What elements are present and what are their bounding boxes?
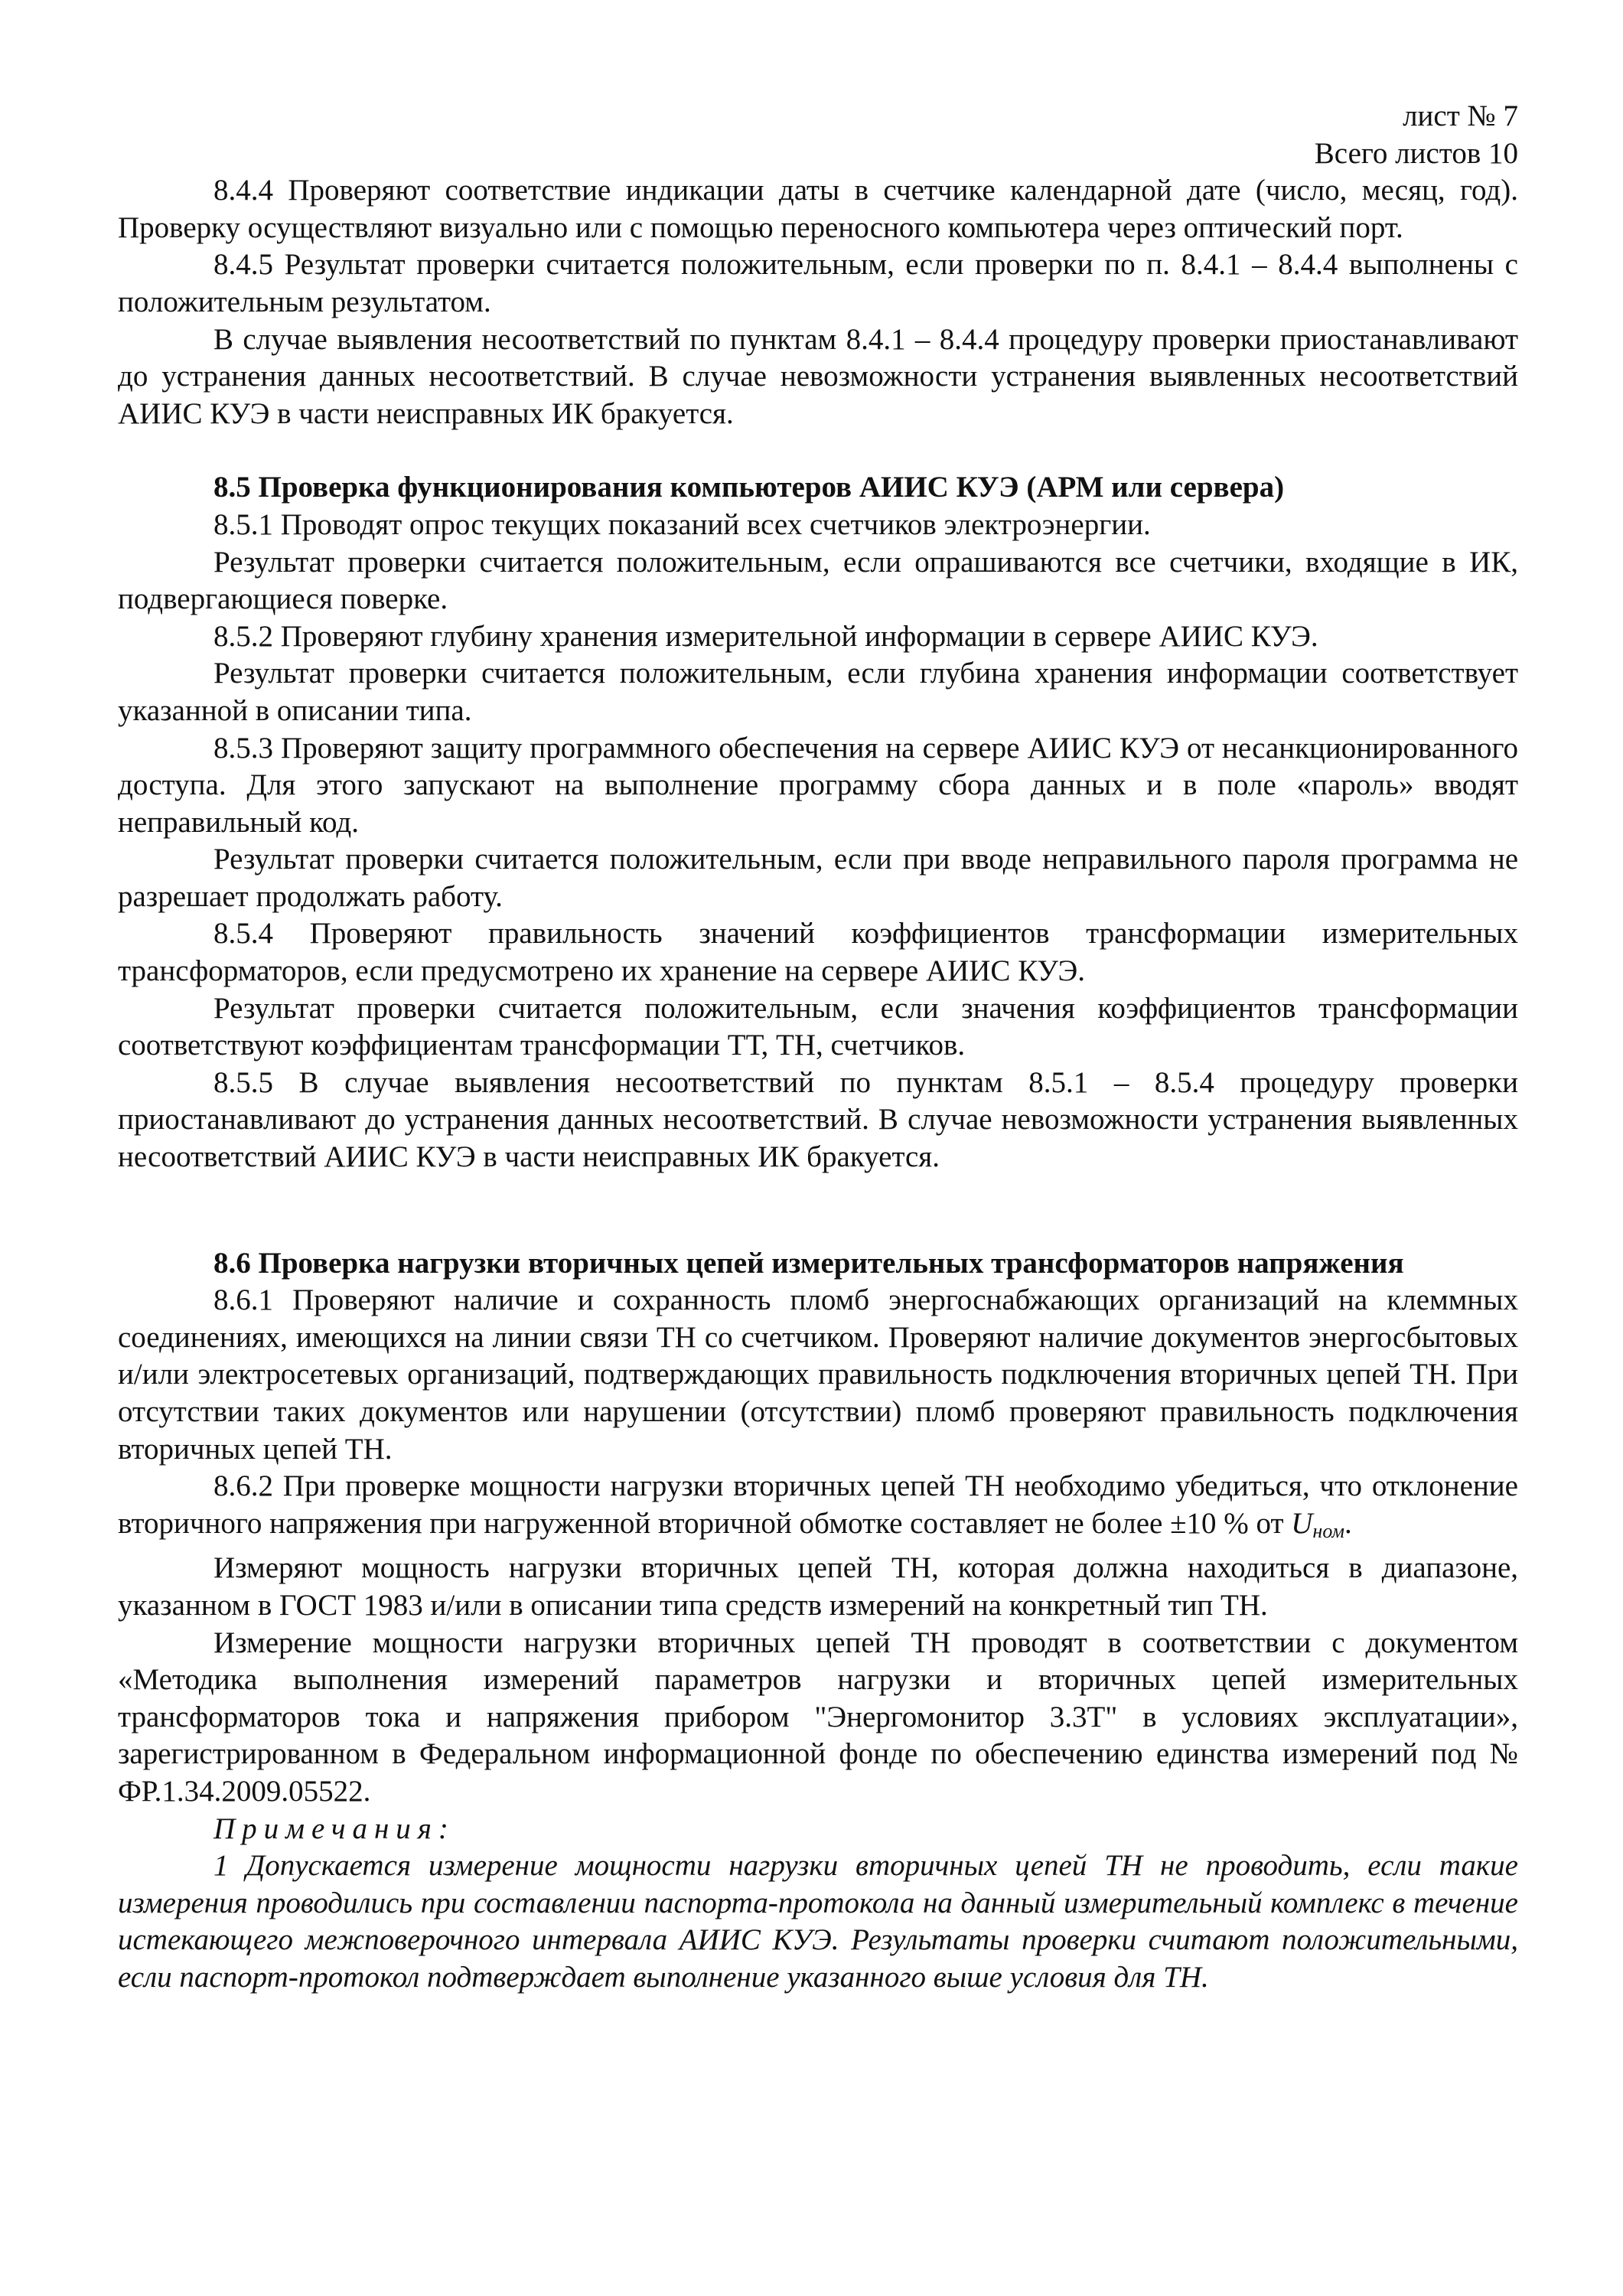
paragraph-8-5-3-result: Результат проверки считается положительным, если при вводе неправильного пароля программа не разрешает продолжать работу. xyxy=(118,843,1518,913)
paragraph-8-5-5: 8.5.5 В случае выявления несоответствий по пунктам 8.5.1 – 8.5.4 процедуру проверки приостанавливают до устранения данных несоответствий. В случае невозможности устранения выявленных несоответствий АИИС КУЭ в части неисправных ИК бракуется. xyxy=(118,1065,1518,1174)
paragraph-8-6-2 xyxy=(118,1468,1518,1550)
paragraph-8-5-4: 8.5.4 Проверяют правильность значений коэффициентов трансформации измерительных трансформаторов, если предусмотрено их хранение на сервере АИИС КУЭ. xyxy=(118,917,1518,988)
paragraph-8-4-case: В случае выявления несоответствий по пунктам 8.4.1 – 8.4.4 процедуру проверки приостанавливают до устранения данных несоответствий. В случае невозможности устранения выявленных несоответствий АИИС КУЭ в части неисправных ИК бракуется. xyxy=(118,322,1518,430)
paragraph-8-5-3: 8.5.3 Проверяют защиту программного обеспечения на сервере АИИС КУЭ от несанкционированного доступа. Для этого запускают на выполнение программу сбора данных и в поле «пароль» вводят неправильный код. xyxy=(118,731,1518,839)
document-body xyxy=(118,98,1518,1997)
paragraph-8-6-measure: Измеряют мощность нагрузки вторичных цепей ТН, которая должна находиться в диапазоне, указанном в ГОСТ 1983 и/или в описании типа средств измерений на конкретный тип ТН. xyxy=(118,1551,1518,1622)
paragraph-8-6-2-end: . xyxy=(1344,1506,1352,1540)
paragraph-8-5-1-result: Результат проверки считается положительным, если опрашиваются все счетчики, входящие в ИК, подвергающиеся поверке. xyxy=(118,545,1518,616)
paragraph-8-5-1: 8.5.1 Проводят опрос текущих показаний всех счетчиков электроэнергии. xyxy=(213,507,1151,541)
note-1: 1 Допускается измерение мощности нагрузки вторичных цепей ТН не проводить, если такие измерения проводились при составлении паспорта-протокола на данный измерительный комплекс в течение истекающего межповерочного интервала АИИС КУЭ. Результаты проверки считают положительными, если паспорт-протокол подтверждает выполнение указанного выше условия для ТН. xyxy=(118,1849,1518,1994)
sheet-number: лист № 7 xyxy=(1403,99,1518,132)
paragraph-8-4-4: 8.4.4 Проверяют соответствие индикации даты в счетчике календарной дате (число, месяц, год). Проверку осуществляют визуально или с помощью переносного компьютера через оптический порт. xyxy=(118,174,1518,244)
paragraph-8-5-2: 8.5.2 Проверяют глубину хранения измерительной информации в сервере АИИС КУЭ. xyxy=(213,619,1318,653)
u-nom-symbol: U xyxy=(1291,1506,1313,1540)
spacer xyxy=(118,1213,1518,1245)
paragraph-8-6-method: Измерение мощности нагрузки вторичных цепей ТН проводят в соответствии с документом «Методика выполнения измерений параметров нагрузки и вторичных цепей измерительных трансформаторов тока и напряжения прибором "Энергомонитор 3.3Т" в условиях эксплуатации», зарегистрированном в Федеральном информационной фонде по обеспечению единства измерений под № ФР.1.34.2009.05522. xyxy=(118,1626,1518,1808)
paragraph-8-4-5: 8.4.5 Результат проверки считается положительным, если проверки по п. 8.4.1 – 8.4.4 выполнены с положительным результатом. xyxy=(118,248,1518,318)
paragraph-8-6-2-text: 8.6.2 При проверке мощности нагрузки вторичных цепей ТН необходимо убедиться, что отклонение вторичного напряжения при нагруженной вторичной обмотке составляет не более ±10 % от xyxy=(118,1469,1518,1540)
notes-label: Примечания: xyxy=(213,1812,455,1845)
spacer xyxy=(118,432,1518,469)
paragraph-8-6-1: 8.6.1 Проверяют наличие и сохранность пломб энергоснабжающих организаций на клеммных соединениях, имеющихся на линии связи ТН со счетчиком. Проверяют наличие документов энергосбытовых и/или электросетевых организаций, подтверждающих правильность подключения вторичных цепей ТН. При отсутствии таких документов или нарушении (отсутствии) пломб проверяют правильность подключения вторичных цепей ТН. xyxy=(118,1283,1518,1466)
paragraph-8-5-4-result: Результат проверки считается положительным, если значения коэффициентов трансформации соответствуют коэффициентам трансформации ТТ, ТН, счетчиков. xyxy=(118,991,1518,1062)
section-8-6-title: 8.6 Проверка нагрузки вторичных цепей измерительных трансформаторов напряжения xyxy=(213,1246,1404,1280)
total-sheets: Всего листов 10 xyxy=(1314,136,1518,170)
spacer xyxy=(118,1176,1518,1213)
u-nom-subscript: ном xyxy=(1312,1519,1344,1542)
section-8-5-title: 8.5 Проверка функционирования компьютеров АИИС КУЭ (АРМ или сервера) xyxy=(213,471,1285,504)
paragraph-8-5-2-result: Результат проверки считается положительным, если глубина хранения информации соответствует указанной в описании типа. xyxy=(118,657,1518,727)
